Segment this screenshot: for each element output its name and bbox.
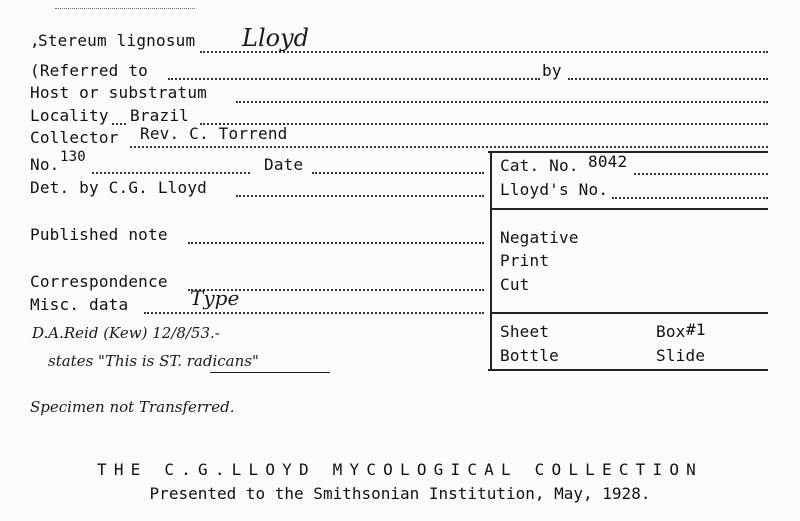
- slide-label: Slide: [656, 346, 706, 365]
- cat-no-dotted-line: [634, 173, 768, 175]
- collector-label: Collector: [30, 128, 119, 147]
- cat-no-value: 8042: [588, 152, 628, 171]
- box-bottom-border: [488, 369, 768, 371]
- box-inner-divider-bottom: [490, 312, 768, 314]
- note-underline: [210, 372, 330, 373]
- box-left-border: [490, 151, 492, 369]
- misc-dotted-line: [144, 312, 484, 314]
- collector-value: Rev. C. Torrend: [140, 124, 288, 143]
- species-name: Stereum lignosum: [38, 31, 196, 50]
- referred-to-label: (Referred to: [30, 61, 148, 80]
- host-dotted-line: [236, 101, 768, 103]
- negative-label: Negative: [500, 228, 579, 247]
- handwritten-note-1: D.A.Reid (Kew) 12/8/53.-: [32, 324, 220, 342]
- by-dotted-line: [568, 78, 768, 80]
- species-author-handwritten: Lloyd: [242, 24, 309, 52]
- collector-dotted-line: [130, 146, 768, 148]
- det-label: Det. by C.G. Lloyd: [30, 178, 207, 197]
- collection-title: THE C.G.LLOYD MYCOLOGICAL COLLECTION: [97, 460, 703, 479]
- box-inner-divider-top: [490, 208, 768, 210]
- referred-to-dotted-line: [168, 78, 540, 80]
- print-label: Print: [500, 251, 550, 270]
- box-value: #1: [686, 320, 706, 339]
- published-dotted-line: [188, 242, 484, 244]
- locality-label: Locality: [30, 106, 109, 125]
- leading-comma: ,: [30, 31, 40, 50]
- sheet-label: Sheet: [500, 322, 550, 341]
- det-dotted-line: [236, 195, 484, 197]
- host-label: Host or substratum: [30, 83, 207, 102]
- handwritten-note-3: Specimen not Transferred.: [30, 398, 235, 416]
- misc-data-handwritten: Type: [190, 286, 240, 310]
- box-top-border: [488, 151, 768, 153]
- locality-value: Brazil: [130, 106, 189, 125]
- handwritten-note-2: states "This is ST. radicans": [48, 352, 259, 370]
- by-label: by: [542, 61, 562, 80]
- lloyds-no-label: Lloyd's No.: [500, 180, 609, 199]
- cut-label: Cut: [500, 275, 530, 294]
- collection-subtitle: Presented to the Smithsonian Institution, May, 1928.: [149, 484, 651, 503]
- no-dotted-line: [92, 172, 250, 174]
- no-label: No.: [30, 155, 60, 174]
- misc-data-label: Misc. data: [30, 295, 129, 314]
- correspondence-label: Correspondence: [30, 272, 168, 291]
- bottle-label: Bottle: [500, 346, 559, 365]
- cat-no-label: Cat. No.: [500, 156, 579, 175]
- no-value: 130: [60, 149, 86, 165]
- top-scribble: [55, 8, 195, 9]
- date-label: Date: [264, 155, 304, 174]
- box-label: Box: [656, 322, 686, 341]
- published-note-label: Published note: [30, 225, 168, 244]
- lloyds-no-dotted-line: [612, 197, 768, 199]
- locality-dotted-prefix: [112, 123, 126, 125]
- species-dotted-line: [200, 51, 768, 53]
- date-dotted-line: [312, 172, 484, 174]
